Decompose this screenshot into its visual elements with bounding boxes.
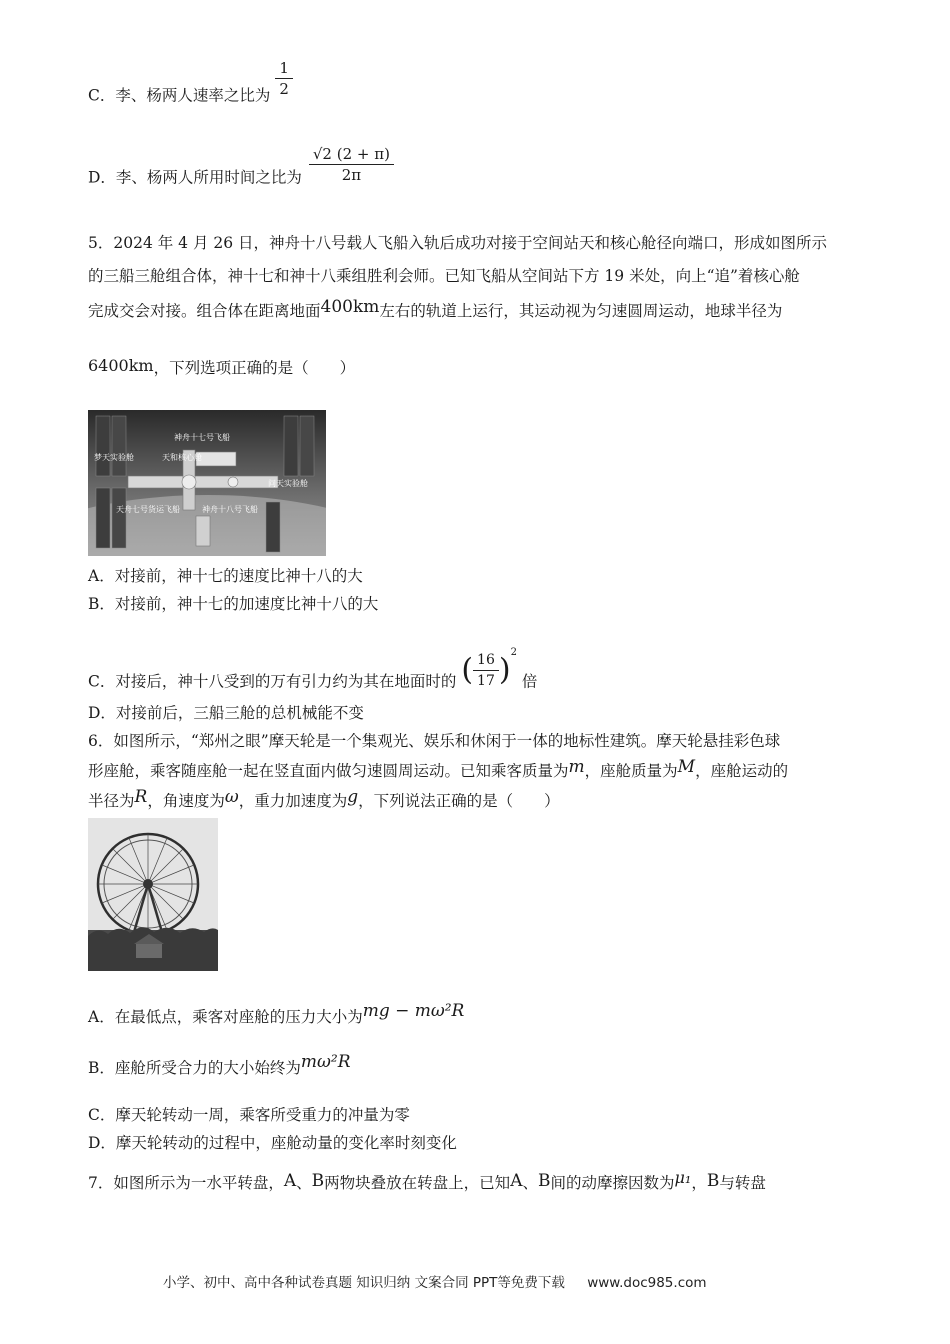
label-mengtian: 梦天实验舱 <box>94 453 134 462</box>
q5-option-b: B．对接前，神十七的加速度比神十八的大 <box>88 595 379 613</box>
page-footer <box>163 1271 707 1291</box>
q6-option-b: B．座舱所受合力的大小始终为mω²R <box>88 1052 351 1077</box>
q4-option-d-fraction: $\frac{√2 (2 + \pi)}{2\pi}$ <box>309 144 394 185</box>
q5-option-d: D．对接前后，三船三舱的总机械能不变 <box>88 704 364 722</box>
q6-option-d: D．摩天轮转动的过程中，座舱动量的变化率时刻变化 <box>88 1134 457 1152</box>
q6-stem-line3: 半径为R，角速度为ω，重力加速度为g，下列说法正确的是（ ） <box>88 787 560 810</box>
q6-option-a: A．在最低点，乘客对座舱的压力大小为mg − mω²R <box>88 1001 465 1026</box>
q4-option-c: C．李、杨两人速率之比为 $\frac{1}{2}$ <box>88 76 293 117</box>
q4-option-c-fraction: $\frac{1}{2}$ <box>275 58 293 99</box>
ferris-wheel-image <box>88 818 218 971</box>
q5-stem-line3: 完成交会对接。组合体在距离地面400km左右的轨道上运行，其运动视为匀速圆周运动，地球半径为 <box>88 297 783 320</box>
ferris-wheel-figure <box>88 818 218 971</box>
footer-text: 小学、初中、高中各种试卷真题 知识归纳 文案合同 PPT等免费下载 <box>163 1275 565 1291</box>
q6-stem-line1: 6．如图所示，“郑州之眼”摩天轮是一个集观光、娱乐和休闲于一体的地标性建筑。摩天轮悬挂彩色球 <box>88 732 781 750</box>
label-tianhe: 天和核心舱 <box>162 453 202 462</box>
q5-stem-line2: 的三船三舱组合体，神十七和神十八乘组胜利会师。已知飞船从空间站下方 19 米处，向上“追”着核心舱 <box>88 267 800 285</box>
space-station-figure <box>88 410 326 556</box>
label-sz17: 神舟十七号飞船 <box>174 433 230 442</box>
space-station-image <box>88 410 326 556</box>
q5-stem-line1: 5．2024 年 4 月 26 日，神舟十八号载人飞船入轨后成功对接于空间站天和核心舱径向端口，形成如图所示 <box>88 234 828 252</box>
label-wentian: 问天实验舱 <box>268 479 308 488</box>
q6-option-c: C．摩天轮转动一周，乘客所受重力的冲量为零 <box>88 1106 410 1124</box>
q7-stem: 7．如图所示为一水平转盘，A、B两物块叠放在转盘上，已知A、B间的动摩擦因数为μ₁，B与转盘 <box>88 1168 766 1192</box>
label-tianzhou: 天舟七号货运飞船 <box>116 505 180 514</box>
q5-stem-line4: 6400km，下列选项正确的是（ ） <box>88 356 356 377</box>
q5-option-a: A．对接前，神十七的速度比神十八的大 <box>88 567 363 585</box>
q6-stem-line2: 形座舱，乘客随座舱一起在竖直面内做匀速圆周运动。已知乘客质量为m，座舱质量为M，座舱运动的 <box>88 757 789 780</box>
label-sz18: 神舟十八号飞船 <box>202 505 258 514</box>
q4-option-d: D．李、杨两人所用时间之比为 $\frac{√2 (2 + \pi)}{2\pi}$ <box>88 158 394 199</box>
q5-option-c: C．对接后，神十八受到的万有引力约为其在地面时的 ( $\frac{16}{17}$ )$^2$ 倍 <box>88 646 538 691</box>
footer-url[interactable]: www.doc985.com <box>587 1275 707 1291</box>
q5-option-c-power: ( $\frac{16}{17}$ )$^2$ <box>461 646 517 689</box>
